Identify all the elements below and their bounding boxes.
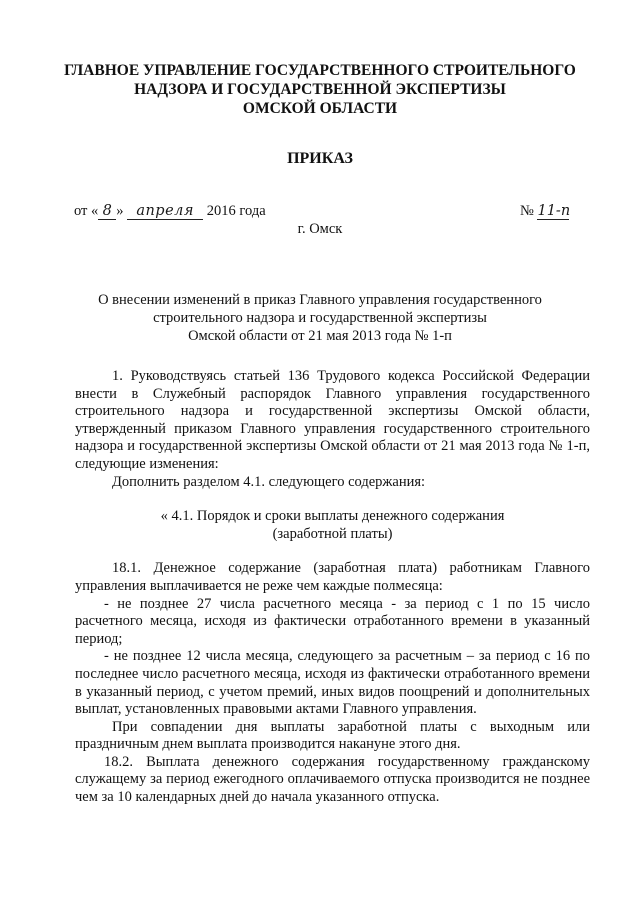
date-day-handwritten: 8: [98, 204, 116, 220]
number-prefix: №: [520, 203, 534, 219]
paragraph-holiday: При совпадении дня выплаты заработной платы с выходным или праздничным днем выплата производится накануне этого дня.: [75, 718, 590, 753]
date-prefix: от «: [74, 203, 99, 219]
subject-line-1: О внесении изменений в приказ Главного управления государственного: [98, 292, 542, 308]
organization-header: [60, 61, 580, 118]
order-number: [520, 203, 569, 220]
paragraph-bullet-1: - не позднее 27 числа расчетного месяца - за период с 1 по 15 число расчетного месяца, исходя из фактически отработанного времени в указанный период;: [75, 595, 590, 647]
city: г. Омск: [297, 221, 343, 237]
section-title-line-2: (заработной платы): [272, 525, 393, 542]
number-handwritten: 11-п: [537, 203, 571, 219]
paragraph-18-1: 18.1. Денежное содержание (заработная плата) работникам Главного управления выплачивается не реже чем каждые полмесяца:: [75, 560, 590, 594]
paragraph-1: 1. Руководствуясь статьей 136 Трудового кодекса Российской Федерации внести в Служебный распорядок Главного управления государственного строительного надзора и государственной экспертизы Омской области, утвержденный приказом Главного управления государственного строительного надзора и государственной экспертизы Омской области от 21 мая 2013 года № 1-п, следующие изменения:: [75, 368, 590, 472]
paragraph-2: Дополнить разделом 4.1. следующего содержания:: [112, 473, 426, 490]
section-title-line-1: « 4.1. Порядок и сроки выплаты денежного содержания: [160, 508, 505, 525]
paragraph-bullet-2: - не позднее 12 числа месяца, следующего за расчетным – за период с 16 по последнее число расчетного месяца, исходя из фактически отработанного времени в указанный период, с учетом премий, иных видов поощрений и дополнительных выплат, установленных правовыми актами Главного управления.: [75, 648, 590, 718]
date-month-handwritten: апреля: [127, 204, 203, 220]
date-mid: »: [116, 203, 124, 219]
order-subject: [80, 291, 560, 345]
subject-line-3: Омской области от 21 мая 2013 года № 1-п: [188, 328, 452, 344]
header-line-3: ОМСКОЙ ОБЛАСТИ: [242, 100, 398, 117]
document-title: ПРИКАЗ: [287, 150, 353, 167]
header-line-2: НАДЗОРА И ГОСУДАРСТВЕННОЙ ЭКСПЕРТИЗЫ: [134, 81, 506, 98]
section-title: [75, 508, 590, 543]
paragraph-18-2: 18.2. Выплата денежного содержания государственному гражданскому служащему за период ежегодного оплачиваемого отпуска производится не позднее чем за 10 календарных дней до начала указанного отпуска.: [75, 753, 590, 806]
subject-line-2: строительного надзора и государственной экспертизы: [153, 310, 487, 326]
date-year: 2016 года: [206, 203, 266, 219]
order-body: [75, 368, 590, 807]
header-line-1: ГЛАВНОЕ УПРАВЛЕНИЕ ГОСУДАРСТВЕННОГО СТРОИТЕЛЬНОГО: [64, 62, 576, 79]
order-date: [74, 203, 266, 220]
